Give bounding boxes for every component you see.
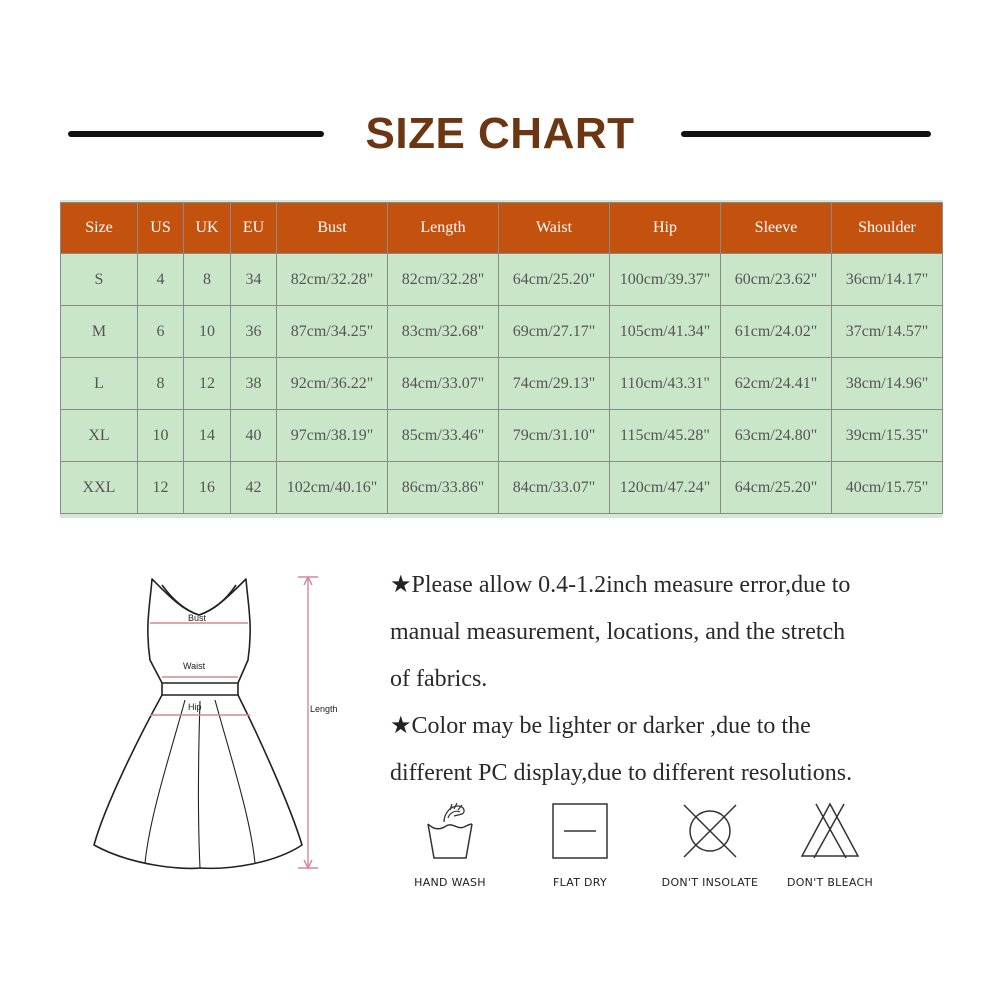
note-line: different PC display,due to different resolutions. xyxy=(390,760,853,786)
table-cell: 79cm/31.10" xyxy=(499,410,610,462)
table-cell: 8 xyxy=(138,358,184,410)
table-cell: L xyxy=(61,358,138,410)
table-cell: 64cm/25.20" xyxy=(499,254,610,306)
waist-label: Waist xyxy=(183,661,206,671)
table-cell: 12 xyxy=(138,462,184,514)
length-measure-line xyxy=(298,577,318,868)
table-cell: 86cm/33.86" xyxy=(388,462,499,514)
table-cell: 40cm/15.75" xyxy=(832,462,943,514)
note-text: Please allow 0.4-1.2inch measure error,due to xyxy=(411,572,851,598)
table-cell: 82cm/32.28" xyxy=(388,254,499,306)
note-line xyxy=(390,704,970,751)
dont-insolate-icon xyxy=(678,800,742,862)
header-hip: Hip xyxy=(610,203,721,254)
table-row xyxy=(61,254,943,306)
table-cell: 12 xyxy=(184,358,231,410)
table-cell: 64cm/25.20" xyxy=(721,462,832,514)
dont-insolate-label: DON'T INSOLATE xyxy=(661,876,759,889)
table-cell: 102cm/40.16" xyxy=(277,462,388,514)
table-cell: 63cm/24.80" xyxy=(721,410,832,462)
title-rule-left xyxy=(68,131,324,137)
table-header-row xyxy=(61,203,943,254)
header-waist: Waist xyxy=(499,203,610,254)
title-rule-right xyxy=(681,131,931,137)
table-cell: 61cm/24.02" xyxy=(721,306,832,358)
star-icon: ★ xyxy=(390,572,412,598)
note-line xyxy=(390,563,970,610)
dress-diagram xyxy=(90,565,350,885)
header-eu: EU xyxy=(231,203,277,254)
table-cell: 34 xyxy=(231,254,277,306)
hand-wash-label: HAND WASH xyxy=(414,876,486,889)
table-cell: 38 xyxy=(231,358,277,410)
care-hand-wash xyxy=(390,800,510,889)
table-cell: 82cm/32.28" xyxy=(277,254,388,306)
table-cell: 74cm/29.13" xyxy=(499,358,610,410)
table-cell: 83cm/32.68" xyxy=(388,306,499,358)
title-bar xyxy=(0,100,1000,170)
bust-label: Bust xyxy=(188,613,207,623)
notes-block xyxy=(390,563,970,798)
header-bust: Bust xyxy=(277,203,388,254)
table-cell: 6 xyxy=(138,306,184,358)
header-length: Length xyxy=(388,203,499,254)
table-cell: 62cm/24.41" xyxy=(721,358,832,410)
table-row xyxy=(61,462,943,514)
table-cell: XXL xyxy=(61,462,138,514)
table-cell: 36 xyxy=(231,306,277,358)
table-cell: 69cm/27.17" xyxy=(499,306,610,358)
star-icon: ★ xyxy=(390,713,412,739)
note-text: Color may be lighter or darker ,due to the xyxy=(411,713,811,739)
table-cell: 14 xyxy=(184,410,231,462)
table-cell: 37cm/14.57" xyxy=(832,306,943,358)
table-cell: 4 xyxy=(138,254,184,306)
table-cell: 42 xyxy=(231,462,277,514)
header-us: US xyxy=(138,203,184,254)
table-cell: 110cm/43.31" xyxy=(610,358,721,410)
table-row xyxy=(61,358,943,410)
note-line: manual measurement, locations, and the stretch xyxy=(390,619,846,645)
table-cell: XL xyxy=(61,410,138,462)
table-cell: 84cm/33.07" xyxy=(388,358,499,410)
table-cell: 120cm/47.24" xyxy=(610,462,721,514)
table-cell: S xyxy=(61,254,138,306)
hand-wash-icon xyxy=(420,800,480,862)
table-cell: 10 xyxy=(138,410,184,462)
care-dont-insolate xyxy=(650,800,770,889)
dont-bleach-label: DON'T BLEACH xyxy=(786,876,874,889)
table-cell: 40 xyxy=(231,410,277,462)
table-cell: 92cm/36.22" xyxy=(277,358,388,410)
table-cell: 84cm/33.07" xyxy=(499,462,610,514)
table-cell: 100cm/39.37" xyxy=(610,254,721,306)
table-cell: 105cm/41.34" xyxy=(610,306,721,358)
header-sleeve: Sleeve xyxy=(721,203,832,254)
table-cell: 16 xyxy=(184,462,231,514)
header-size: Size xyxy=(61,203,138,254)
table-cell: 8 xyxy=(184,254,231,306)
table-cell: 115cm/45.28" xyxy=(610,410,721,462)
hip-label: Hip xyxy=(188,702,202,712)
table-cell: 87cm/34.25" xyxy=(277,306,388,358)
page-title: SIZE CHART xyxy=(365,109,635,158)
flat-dry-icon xyxy=(550,800,610,862)
flat-dry-label: FLAT DRY xyxy=(552,876,608,889)
table-cell: 85cm/33.46" xyxy=(388,410,499,462)
table-cell: 60cm/23.62" xyxy=(721,254,832,306)
header-uk: UK xyxy=(184,203,231,254)
table-cell: 38cm/14.96" xyxy=(832,358,943,410)
size-table-container xyxy=(60,200,942,518)
care-flat-dry xyxy=(520,800,640,889)
table-cell: 10 xyxy=(184,306,231,358)
table-cell: M xyxy=(61,306,138,358)
table-cell: 39cm/15.35" xyxy=(832,410,943,462)
table-cell: 36cm/14.17" xyxy=(832,254,943,306)
length-label: Length xyxy=(310,704,338,714)
table-cell: 97cm/38.19" xyxy=(277,410,388,462)
header-shoulder: Shoulder xyxy=(832,203,943,254)
table-row xyxy=(61,410,943,462)
size-table xyxy=(60,202,943,514)
note-line: of fabrics. xyxy=(390,666,488,692)
dont-bleach-icon xyxy=(798,800,862,862)
care-dont-bleach xyxy=(770,800,890,889)
table-row xyxy=(61,306,943,358)
